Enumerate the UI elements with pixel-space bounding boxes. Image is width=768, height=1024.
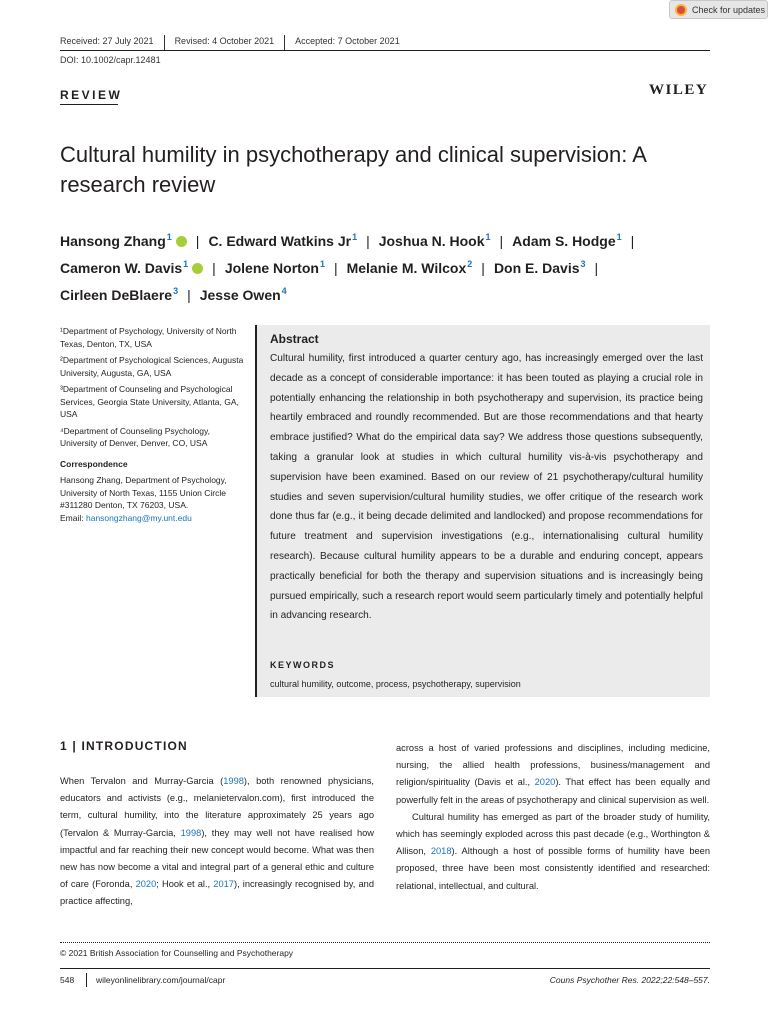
page-number: 548 (60, 975, 75, 985)
intro-left-column (60, 773, 374, 911)
author-separator: | (333, 260, 338, 276)
affiliation-marker[interactable]: 3 (173, 286, 179, 296)
affiliation-1: ¹Department of Psychology, University of North Texas, Denton, TX, USA (60, 326, 237, 349)
text-run: across a host of varied professions and disciplines, including medicine, nursing, the allied health professions, business/management and religion/spirituality (Davis et al., (396, 743, 710, 788)
article-title: Cultural humility in psychotherapy and clinical supervision: A research review (60, 142, 646, 197)
author-name: C. Edward Watkins Jr (208, 233, 352, 249)
correspondence-heading: Correspondence (60, 458, 128, 469)
journal-site-link[interactable]: wileyonlinelibrary.com/journal/capr (96, 975, 226, 985)
text-run: Cultural humility has emerged as part of the broader study of humility, which has seemingly exploded across this past decade (e.g., Worthington & Allison, (396, 811, 710, 857)
author-separator: | (594, 260, 599, 276)
copyright: © 2021 British Association for Counselling and Psychotherapy (60, 948, 294, 958)
author-separator: | (366, 233, 370, 249)
author-name: Jolene Norton (224, 260, 319, 276)
author-separator: | (187, 287, 191, 303)
text-run: ), both renowned physicians, educators and activists (e.g., melanietervalon.com), first introduced the term, cultural humility, into the literature approximately 25 years ago (Tervalon & Murray-Garcia, (60, 776, 374, 838)
author-name: Adam S. Hodge (512, 233, 616, 249)
text-run: ). Although a host of possible forms of humility have been proposed, three have been most consistently identified and researched: relational, intellectual, and cultural. (396, 846, 710, 891)
author-name: Cirleen DeBlaere (60, 287, 173, 303)
accepted-date: Accepted: 7 October 2021 (284, 35, 410, 51)
affiliation-marker[interactable]: 2 (467, 259, 473, 269)
section-label: REVIEW (60, 88, 123, 102)
update-icon (675, 4, 687, 16)
citation-link[interactable]: 2020 (534, 777, 556, 788)
orcid-icon[interactable] (192, 263, 203, 274)
affiliation-marker[interactable]: 1 (166, 232, 172, 242)
author-name: Jesse Owen (199, 287, 281, 303)
correspondence-address: Hansong Zhang, Department of Psychology, University of North Texas, 1155 Union Circle #311280 Denton, TX 76203, USA. (60, 475, 227, 510)
citation-link[interactable]: 1998 (223, 776, 244, 786)
doi: DOI: 10.1002/capr.12481 (60, 55, 161, 65)
text-run: When Tervalon and Murray-Garcia ( (60, 776, 224, 786)
check-for-updates-button[interactable] (669, 0, 768, 19)
text-run: ; Hook et al., (156, 879, 214, 890)
citation-link[interactable]: 2020 (135, 879, 157, 890)
publisher-logo: WILEY (649, 82, 709, 98)
citation-link[interactable]: 1998 (180, 827, 202, 838)
revised-date: Revised: 4 October 2021 (164, 35, 285, 51)
affiliations (60, 325, 245, 528)
orcid-icon[interactable] (176, 236, 187, 247)
intro-right-column (396, 740, 710, 895)
introduction-heading: 1 | INTRODUCTION (60, 739, 188, 753)
footer-rule (60, 968, 710, 969)
citation-link[interactable]: 2018 (430, 846, 452, 857)
received-date: Received: 27 July 2021 (60, 36, 154, 46)
text-run: ), increasingly recognised by, and practice affecting, (60, 879, 375, 907)
article-dates (60, 35, 410, 51)
check-updates-label: Check for updates (692, 4, 766, 15)
email-label: Email: (60, 512, 86, 523)
citation-link[interactable]: 2017 (213, 879, 234, 890)
author-separator: | (481, 260, 485, 276)
header-rule (60, 50, 710, 51)
affiliation-marker[interactable]: 3 (580, 259, 586, 269)
abstract-heading: Abstract (270, 332, 319, 346)
abstract-text: Cultural humility, first introduced a quarter century ago, has increasingly emerged over the last decade as a concept of considerable importance: it has been touted as playing a crucial role in potentially enhancing the relationship in both psychotherapy and supervision, its practice being heartily embraced and roundly recommended. But are those recommendations and that hearty embrace justified? What do the empirical data say? We address those questions subsequently, taking a granular look at studies in which cultural humility vis-à-vis psychotherapy and supervision have been examined. Based on our review of 21 psychotherapy/cultural humility studies and seven supervision/cultural humility studies, we offer critique of the research work done thus far (e.g., it being decade delimited and landlocked) and propose recommendations for future treatment and supervision investigations (e.g., internationalising cultural humility research). Because cultural humility appears to be a durable and enduring concept, appears practically beneficial for both the therapy and supervision situations and is increasingly being pursued empirically, such a research report would seem particularly timely and potentially helpful in advancing research. (270, 353, 703, 622)
author-separator: | (195, 233, 200, 249)
keywords-text: cultural humility, outcome, process, psychotherapy, supervision (270, 679, 521, 689)
text-run: ), they may well not have realised how impactful and far reaching their new concept would become. What was then new has now become a vital and integral part of a general ethic and culture of care (Foronda, (60, 827, 374, 890)
affiliation-2: ²Department of Psychological Sciences, Augusta University, Augusta, GA, USA (60, 355, 244, 378)
text-run: ). That effect has been equally and powerfully felt in the areas of psychotherapy and clinical supervision as well. (396, 777, 710, 805)
footer-dotted-rule (60, 942, 710, 943)
paragraph (396, 740, 710, 809)
affiliation-marker[interactable]: 4 (281, 286, 287, 296)
author-name: Hansong Zhang (60, 233, 166, 249)
author-separator: | (499, 233, 504, 249)
author-separator: | (212, 260, 216, 276)
affiliation-marker[interactable]: 1 (352, 232, 358, 242)
affiliation-4: ⁴Department of Counseling Psychology, University of Denver, Denver, CO, USA (60, 425, 210, 448)
section-label-underline (60, 104, 118, 105)
affiliation-marker[interactable]: 1 (183, 259, 189, 269)
author-separator: | (630, 233, 635, 249)
author-list (60, 226, 710, 307)
author-name: Joshua N. Hook (378, 233, 485, 249)
journal-citation: Couns Psychother Res. 2022;22:548–557. (549, 975, 710, 985)
author-name: Don E. Davis (493, 260, 580, 276)
author-name: Melanie M. Wilcox (346, 260, 467, 276)
affiliation-marker[interactable]: 1 (616, 232, 622, 242)
affiliation-marker[interactable]: 1 (485, 232, 491, 242)
keywords-heading: KEYWORDS (270, 660, 336, 670)
footer-separator (86, 973, 87, 987)
correspondence-text (60, 474, 245, 524)
affiliation-3: ³Department of Counseling and Psychological Services, Georgia State University, Atlanta, GA, USA (60, 384, 239, 419)
email-link[interactable]: hansongzhang@my.unt.edu (85, 512, 192, 523)
author-name: Cameron W. Davis (60, 260, 183, 276)
affiliation-marker[interactable]: 1 (319, 259, 325, 269)
paragraph (396, 809, 710, 895)
